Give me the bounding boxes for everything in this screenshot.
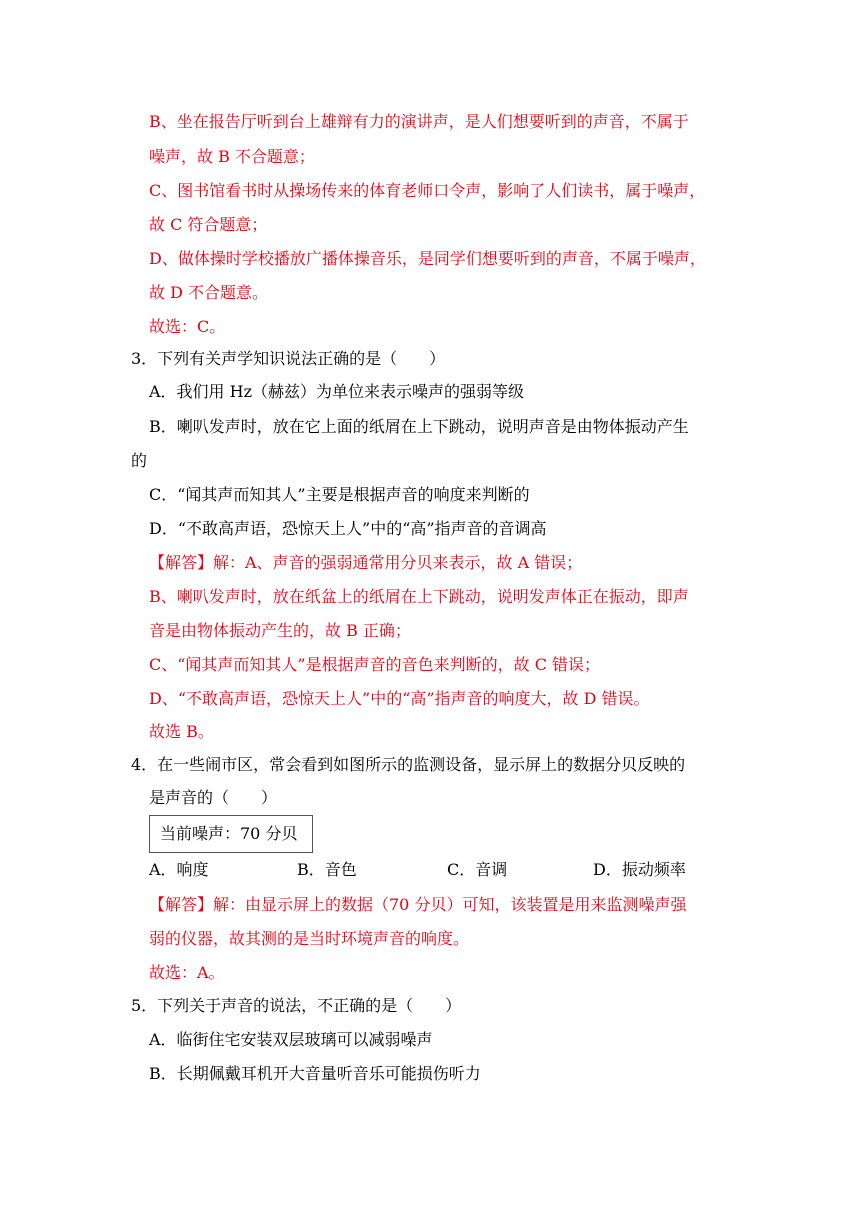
q4-stem-line1: 4．在一些闹市区，常会看到如图所示的监测设备，显示屏上的数据分贝反映的 <box>131 755 686 774</box>
q2-answer-d-line1: D、做体操时学校播放广播体操音乐，是同学们想要听到的声音，不属于噪声， <box>149 249 706 268</box>
q5-option-a: A．临街住宅安装双层玻璃可以减弱噪声 <box>149 1030 433 1049</box>
q4-option-b: B．音色 <box>297 860 357 879</box>
q4-answer-choice: 故选：A。 <box>149 963 225 982</box>
q3-option-b-line2: 的 <box>131 451 148 470</box>
q3-option-a: A．我们用 Hz（赫兹）为单位来表示噪声的强弱等级 <box>149 382 525 401</box>
q3-option-c: C．“闻其声而知其人”主要是根据声音的响度来判断的 <box>149 485 530 504</box>
q4-option-d: D．振动频率 <box>593 860 686 879</box>
q2-answer-c-line1: C、图书馆看书时从操场传来的体育老师口令声，影响了人们读书，属于噪声， <box>149 181 706 200</box>
q3-option-b-line1: B．喇叭发声时，放在它上面的纸屑在上下跳动，说明声音是由物体振动产生 <box>149 417 689 436</box>
q5-stem: 5．下列关于声音的说法，不正确的是（ ） <box>131 996 462 1015</box>
q4-stem-line2: 是声音的（ ） <box>149 788 278 807</box>
q5-option-b: B．长期佩戴耳机开大音量听音乐可能损伤听力 <box>149 1064 481 1083</box>
q3-answer-b-line2: 音是由物体振动产生的，故 B 正确； <box>149 621 411 640</box>
q3-answer-c: C、“闻其声而知其人”是根据声音的音色来判断的，故 C 错误； <box>149 655 601 674</box>
q2-answer-c-line2: 故 C 符合题意； <box>149 215 268 234</box>
q3-answer-d: D、“不敢高声语，恐惊天上人”中的“高”指声音的响度大，故 D 错误。 <box>149 689 650 708</box>
q2-answer-b-line2: 噪声，故 B 不合题意； <box>149 147 315 166</box>
q4-option-c: C．音调 <box>447 860 508 879</box>
q4-answer-line1: 【解答】解：由显示屏上的数据（70 分贝）可知，该装置是用来监测噪声强 <box>149 895 687 914</box>
q3-answer-choice: 故选 B。 <box>149 722 214 741</box>
q3-stem: 3．下列有关声学知识说法正确的是（ ） <box>131 349 446 368</box>
q4-option-a: A．响度 <box>149 860 209 879</box>
q2-answer-b-line1: B、坐在报告厅听到台上雄辩有力的演讲声，是人们想要听到的声音，不属于 <box>149 112 689 131</box>
noise-monitor-display: 当前噪声：70 分贝 <box>149 815 313 853</box>
q4-answer-line2: 弱的仪器，故其测的是当时环境声音的响度。 <box>149 929 470 948</box>
q2-answer-d-line2: 故 D 不合题意。 <box>149 283 269 302</box>
q3-answer-a: 【解答】解：A、声音的强弱通常用分贝来表示，故 A 错误； <box>149 553 583 572</box>
q3-option-d: D．“不敢高声语，恐惊天上人”中的“高”指声音的音调高 <box>149 519 547 538</box>
q3-answer-b-line1: B、喇叭发声时，放在纸盆上的纸屑在上下跳动，说明发声体正在振动，即声 <box>149 587 689 606</box>
q2-answer-choice: 故选：C。 <box>149 317 226 336</box>
